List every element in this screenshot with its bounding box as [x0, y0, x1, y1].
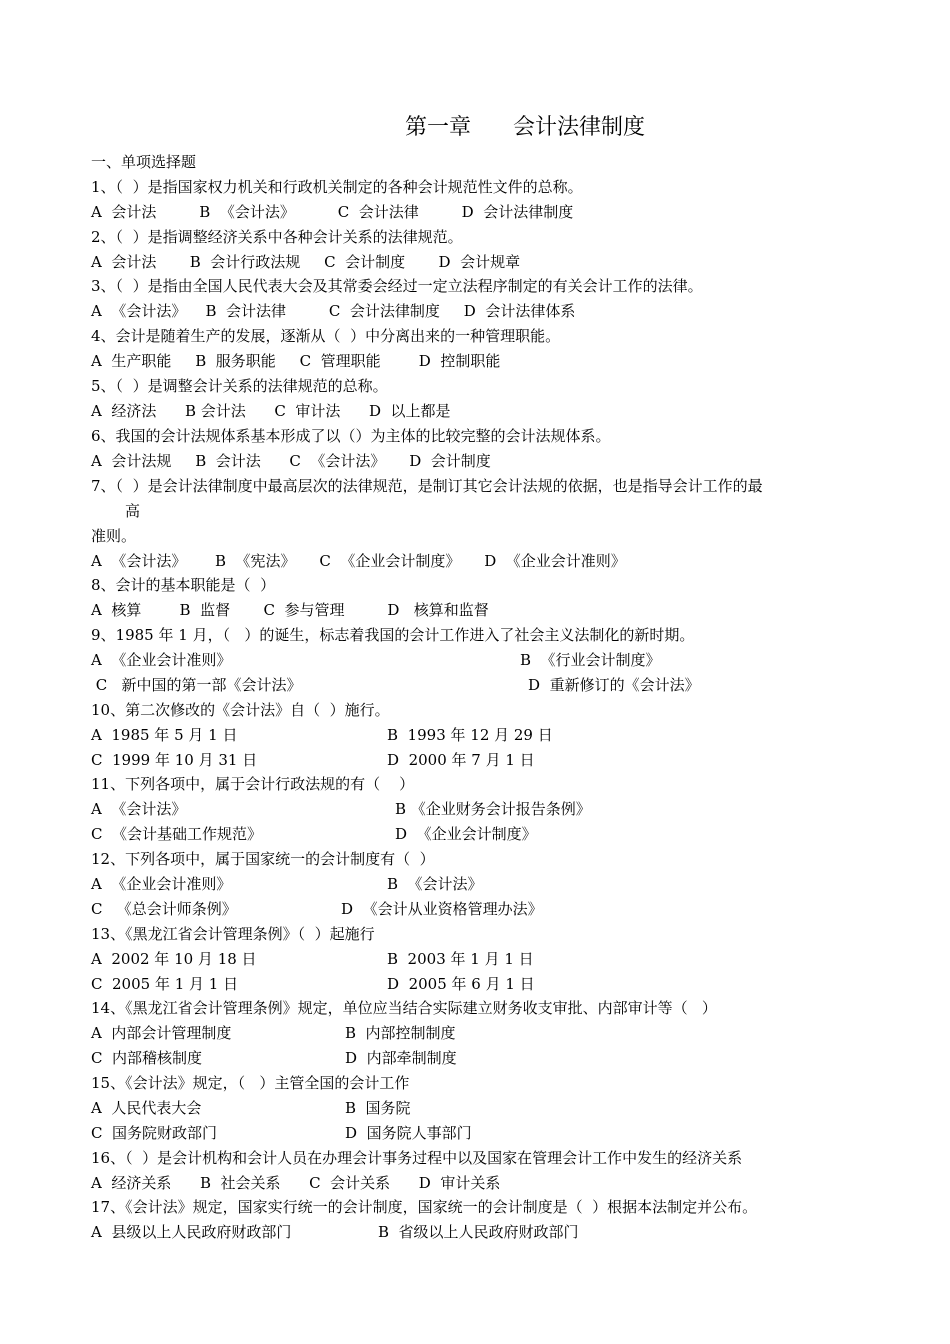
- question-text: 9、1985 年 1 月，（ ）的诞生，标志着我国的会计工作进入了社会主义法制化的新时期。: [91, 626, 695, 644]
- section-heading: 一、单项选择题: [91, 153, 197, 171]
- question-text: 11、下列各项中，属于会计行政法规的有（ ）: [91, 775, 415, 793]
- question-text: 13、《黑龙江省会计管理条例》（ ）起施行: [91, 925, 375, 943]
- option-c: C 1999 年 10 月 31 日: [91, 751, 258, 769]
- question-text: 2、（ ）是指调整经济关系中各种会计关系的法律规范。: [91, 228, 463, 246]
- option-b: B 省级以上人民政府财政部门: [378, 1223, 579, 1241]
- option-a: A 县级以上人民政府财政部门: [91, 1223, 292, 1241]
- option-d: D 国务院人事部门: [345, 1124, 472, 1142]
- question-text: 1、（ ）是指国家权力机关和行政机关制定的各种会计规范性文件的总称。: [91, 178, 583, 196]
- option-c: C 内部稽核制度: [91, 1049, 203, 1067]
- question-text: 3、（ ）是指由全国人民代表大会及其常委会经过一定立法程序制定的有关会计工作的法律。: [91, 277, 703, 295]
- option-d: D 重新修订的《会计法》: [528, 676, 700, 694]
- option-d: D 《会计从业资格管理办法》: [341, 900, 543, 918]
- question-text: 7、（ ）是会计法律制度中最高层次的法律规范，是制订其它会计法规的依据，也是指导会计工作的最: [91, 477, 763, 495]
- option-a: A 《企业会计准则》: [91, 651, 232, 669]
- option-c: C 国务院财政部门: [91, 1124, 218, 1142]
- question-options: A 会计法 B 《会计法》 C 会计法律 D 会计法律制度: [91, 203, 574, 221]
- option-a: A 人民代表大会: [91, 1099, 202, 1117]
- option-b: B 内部控制制度: [345, 1024, 456, 1042]
- question-text: 10、第二次修改的《会计法》自（ ）施行。: [91, 701, 390, 719]
- question-text: 4、会计是随着生产的发展，逐渐从（ ）中分离出来的一种管理职能。: [91, 327, 561, 345]
- question-text: 16、（ ）是会计机构和会计人员在办理会计事务过程中以及国家在管理会计工作中发生的经济关系: [91, 1149, 743, 1167]
- question-text: 17、《会计法》规定，国家实行统一的会计制度，国家统一的会计制度是（ ）根据本法制定并公布。: [91, 1198, 758, 1216]
- option-c: C 2005 年 1 月 1 日: [91, 975, 239, 993]
- option-a: A 2002 年 10 月 18 日: [91, 950, 257, 968]
- option-c: C 《会计基础工作规范》: [91, 825, 263, 843]
- option-a: A 1985 年 5 月 1 日: [91, 726, 238, 744]
- chapter-title: 第一章 会计法律制度: [405, 115, 645, 140]
- question-options: A 《会计法》 B 会计法律 C 会计法律制度 D 会计法律体系: [91, 302, 576, 320]
- option-d: D 2000 年 7 月 1 日: [387, 751, 535, 769]
- question-options: A 《会计法》 B 《宪法》 C 《企业会计制度》 D 《企业会计准则》: [91, 552, 626, 570]
- option-b: B 1993 年 12 月 29 日: [387, 726, 553, 744]
- option-b: B 国务院: [345, 1099, 411, 1117]
- question-text: 15、《会计法》规定，（ ）主管全国的会计工作: [91, 1074, 410, 1092]
- question-text: 12、下列各项中，属于国家统一的会计制度有（ ）: [91, 850, 435, 868]
- question-options: A 经济关系 B 社会关系 C 会计关系 D 审计关系: [91, 1174, 501, 1192]
- option-b: B 《行业会计制度》: [520, 651, 661, 669]
- question-text-wrap: 高: [125, 502, 141, 520]
- option-a: A 内部会计管理制度: [91, 1024, 232, 1042]
- question-options: A 生产职能 B 服务职能 C 管理职能 D 控制职能: [91, 352, 501, 370]
- option-b: B 2003 年 1 月 1 日: [387, 950, 534, 968]
- option-b: B 《企业财务会计报告条例》: [395, 800, 591, 818]
- option-d: D 内部牵制制度: [345, 1049, 457, 1067]
- question-options: A 会计法规 B 会计法 C 《会计法》 D 会计制度: [91, 452, 491, 470]
- option-d: D 2005 年 6 月 1 日: [387, 975, 535, 993]
- option-c: C 《总会计师条例》: [91, 900, 237, 918]
- question-text-wrap: 准则。: [91, 527, 137, 545]
- option-b: B 《会计法》: [387, 875, 483, 893]
- question-options: A 经济法 B 会计法 C 审计法 D 以上都是: [91, 402, 451, 420]
- option-d: D 《企业会计制度》: [395, 825, 537, 843]
- question-options: A 会计法 B 会计行政法规 C 会计制度 D 会计规章: [91, 253, 521, 271]
- question-options: A 核算 B 监督 C 参与管理 D 核算和监督: [91, 601, 489, 619]
- option-a: A 《会计法》: [91, 800, 187, 818]
- option-a: A 《企业会计准则》: [91, 875, 232, 893]
- option-c: C 新中国的第一部《会计法》: [91, 676, 302, 694]
- question-text: 6、我国的会计法规体系基本形成了以（）为主体的比较完整的会计法规体系。: [91, 427, 611, 445]
- question-text: 5、（ ）是调整会计关系的法律规范的总称。: [91, 377, 388, 395]
- question-text: 8、会计的基本职能是（ ）: [91, 576, 276, 594]
- question-text: 14、《黑龙江省会计管理条例》规定，单位应当结合实际建立财务收支审批、内部审计等（ ）: [91, 999, 717, 1017]
